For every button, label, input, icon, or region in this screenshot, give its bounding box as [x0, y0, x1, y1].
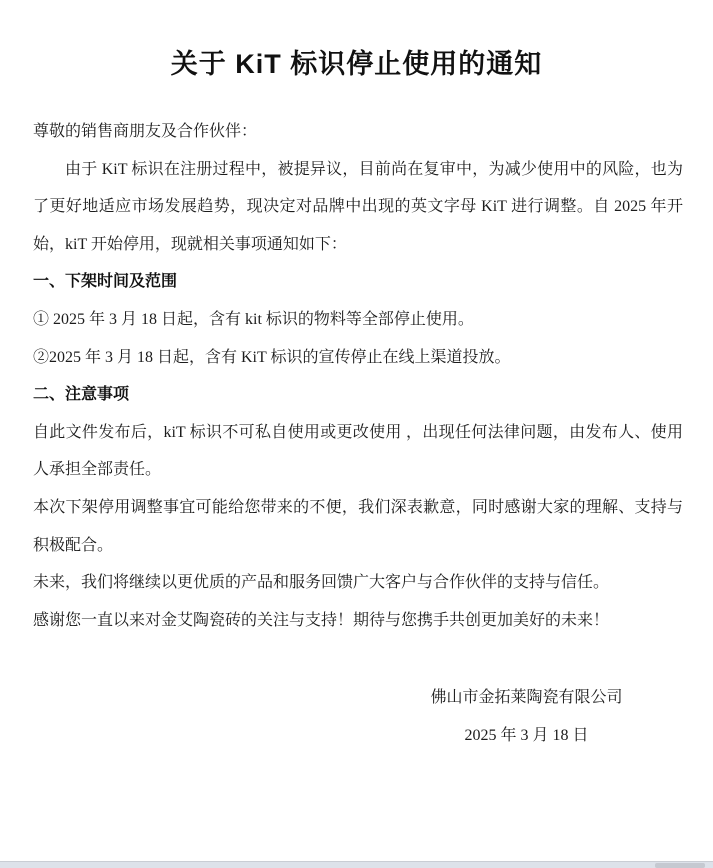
window-bottom-edge	[0, 861, 713, 868]
section-1-item-1: ① 2025 年 3 月 18 日起，含有 kit 标识的物料等全部停止使用。	[33, 310, 474, 328]
section-1-heading: 一、下架时间及范围	[33, 273, 178, 291]
section-2-paragraph-2: 本次下架停用调整事宜可能给您带来的不便，我们深表歉意，同时感谢大家的理解、支持与积极配合。	[33, 498, 683, 554]
document-body	[33, 113, 683, 639]
section-2-paragraph-1: 自此文件发布后，kiT 标识不可私自使用或更改使用 ，出现任何法律问题，由发布人、使用人承担全部责任。	[33, 423, 683, 479]
section-2-paragraph-4: 感谢您一直以来对金艾陶瓷砖的关注与支持！期待与您携手共创更加美好的未来！	[33, 611, 610, 629]
signature-date: 2025 年 3 月 18 日	[464, 726, 589, 744]
intro-paragraph: 由于 KiT 标识在注册过程中，被提异议，目前尚在复审中，为减少使用中的风险，也为了更好地适应市场发展趋势，现决定对品牌中出现的英文字母 KiT 进行调整。自 2025 年开始，kiT 开始停用，现就相关事项通知如下：	[33, 160, 683, 253]
section-2-heading: 二、注意事项	[33, 386, 130, 404]
document-title: 关于 KiT 标识停止使用的通知	[170, 49, 543, 79]
signature-block	[340, 679, 713, 754]
section-1-item-2: ②2025 年 3 月 18 日起，含有 KiT 标识的宣传停止在线上渠道投放。	[33, 348, 511, 366]
company-name: 佛山市金拓莱陶瓷有限公司	[430, 689, 623, 706]
section-2-paragraph-3: 未来，我们将继续以更优质的产品和服务回馈广大客户与合作伙伴的支持与信任。	[33, 574, 610, 592]
horizontal-scrollbar-thumb[interactable]	[655, 863, 705, 868]
greeting-line: 尊敬的销售商朋友及合作伙伴：	[33, 123, 258, 140]
